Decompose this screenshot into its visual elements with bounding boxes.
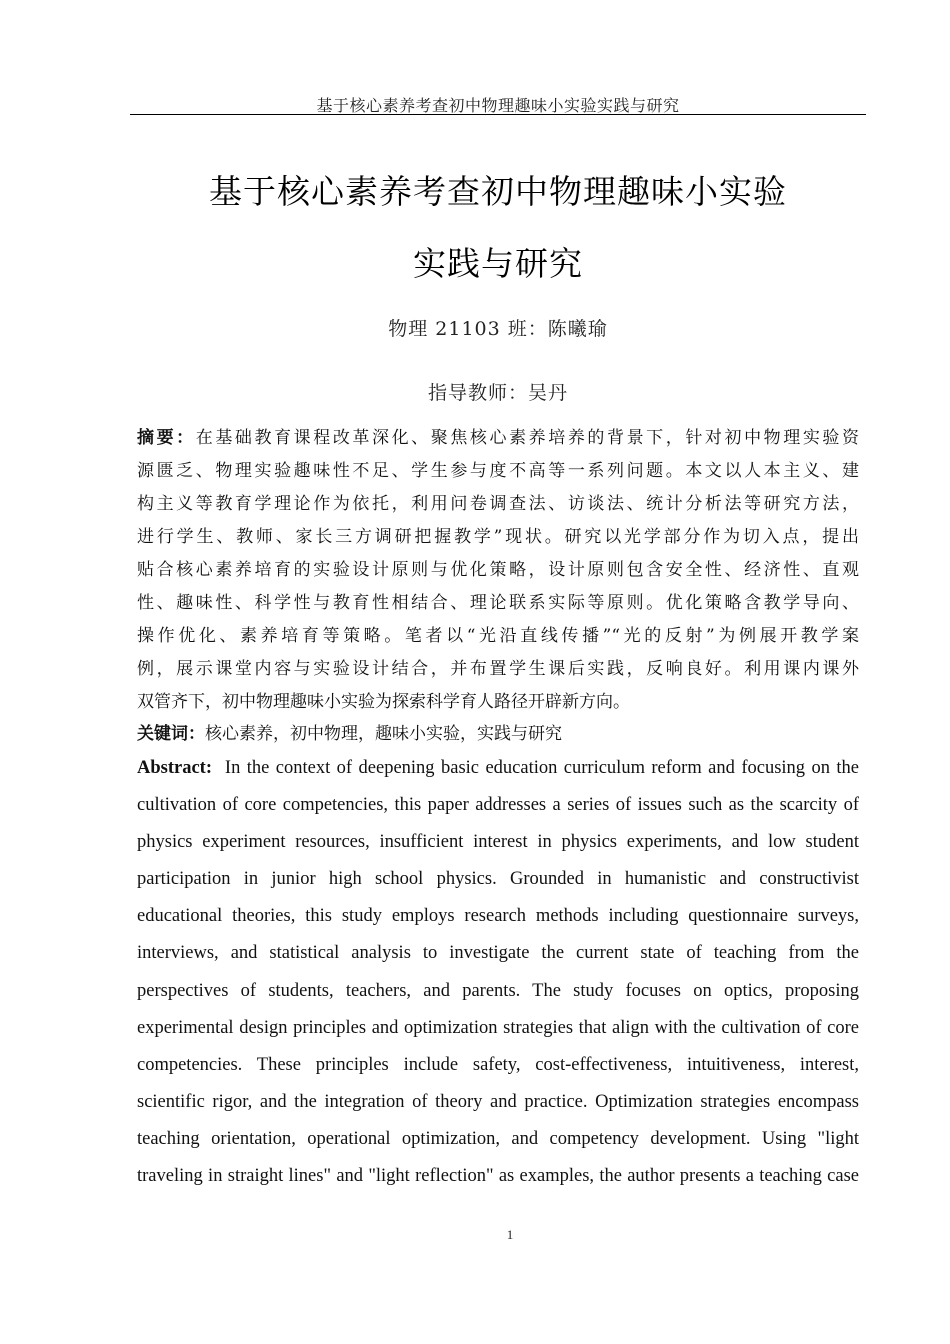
- abstract-cn-line: 例，展示课堂内容与实验设计结合，并布置学生课后实践，反响良好。利用课内课外: [137, 659, 859, 679]
- advisor-line: 指导教师：吴丹: [427, 382, 568, 404]
- abstract-en-line: scientific rigor, and the integration of theory and practice. Optimization strategies encompass: [137, 1092, 859, 1112]
- abstract-cn-line: 进行学生、教师、家长三方调研把握教学”现状。研究以光学部分作为切入点，提出: [137, 527, 859, 547]
- abstract-en-line: interviews, and statistical analysis to investigate the current state of teaching from the: [137, 943, 859, 963]
- abstract-cn-line: 源匮乏、物理实验趣味性不足、学生参与度不高等一系列问题。本文以人本主义、建: [137, 461, 859, 481]
- page-number: 1: [506, 1227, 514, 1242]
- abstract-en-line: [137, 750, 859, 787]
- abstract-en-label: Abstract:: [137, 758, 213, 778]
- paper-title-line-2: 实践与研究: [413, 244, 583, 283]
- abstract-cn-label: 摘要：: [137, 428, 196, 448]
- abstract-en-line: experimental design principles and optimization strategies that align with the cultivation of core: [137, 1018, 859, 1038]
- abstract-en-line: participation in junior high school physics. Grounded in humanistic and constructivist: [137, 869, 859, 889]
- abstract-cn-line: 贴合核心素养培育的实验设计原则与优化策略，设计原则包含安全性、经济性、直观: [137, 560, 859, 580]
- abstract-en-line: competencies. These principles include safety, cost-effectiveness, intuitiveness, interest,: [137, 1055, 859, 1075]
- keywords-cn-line: [137, 718, 859, 751]
- running-header: 基于核心素养考查初中物理趣味小实验实践与研究: [316, 96, 680, 115]
- keywords-cn-label: 关键词：: [137, 724, 205, 744]
- abstract-en-line: educational theories, this study employs research methods including questionnaire surveys,: [137, 906, 859, 926]
- abstract-en-line: physics experiment resources, insufficient interest in physics experiments, and low student: [137, 832, 859, 852]
- header-rule: [130, 114, 866, 115]
- abstract-en-line: perspectives of students, teachers, and parents. The study focuses on optics, proposing: [137, 981, 859, 1001]
- abstract-cn-line: [137, 422, 859, 455]
- abstract-en-text: In the context of deepening basic education curriculum reform and focusing on the: [224, 758, 859, 778]
- abstract-cn-line: 构主义等教育学理论作为依托，利用问卷调查法、访谈法、统计分析法等研究方法，: [137, 494, 859, 514]
- abstract-cn-line: 操作优化、素养培育等策略。笔者以“光沿直线传播”“光的反射”为例展开教学案: [137, 626, 859, 646]
- abstract-cn-line: 性、趣味性、科学性与教育性相结合、理论联系实际等原则。优化策略含教学导向、: [137, 593, 859, 613]
- author-line: 物理 21103 班：陈曦瑜: [388, 318, 608, 340]
- paper-title-line-1: 基于核心素养考查初中物理趣味小实验: [209, 172, 787, 211]
- abstract-en-line: teaching orientation, operational optimization, and competency development. Using "light: [137, 1129, 859, 1149]
- abstract-cn-line: 双管齐下，初中物理趣味小实验为探索科学育人路径开辟新方向。: [137, 692, 630, 712]
- keywords-cn-text: 核心素养，初中物理，趣味小实验，实践与研究: [205, 724, 562, 744]
- abstract-en-line: traveling in straight lines" and "light reflection" as examples, the author presents a teaching case: [137, 1166, 859, 1186]
- abstract-en-line: cultivation of core competencies, this paper addresses a series of issues such as the scarcity of: [137, 795, 859, 815]
- abstract-cn-text: 在基础教育课程改革深化、聚焦核心素养培养的背景下，针对初中物理实验资: [195, 428, 859, 448]
